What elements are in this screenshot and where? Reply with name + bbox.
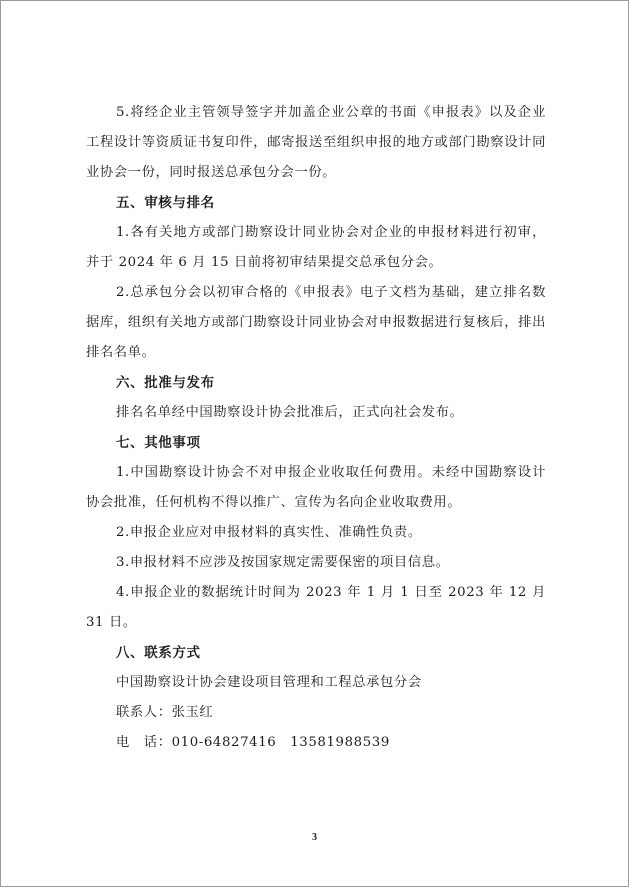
contact-phone: 电 话：010-64827416 13581988539 — [116, 735, 390, 750]
paragraph-item-5: 5.将经企业主管领导签字并加盖企业公章的书面《申报表》以及企业工程设计等资质证书复印件，邮寄报送至组织申报的地方或部门勘察设计同业协会一份，同时报送总承包分会一份。 — [86, 105, 546, 180]
page-number: 3 — [312, 832, 317, 843]
heading-approval-release: 六、批准与发布 — [116, 375, 215, 391]
paragraph-approval-1: 排名名单经中国勘察设计协会批准后，正式向社会发布。 — [116, 405, 464, 420]
contact-person: 联系人：张玉红 — [116, 705, 214, 720]
paragraph-review-2: 2.总承包分会以初审合格的《申报表》电子文档为基础，建立排名数据库，组织有关地方或部门勘察设计同业协会对申报数据进行复核后，排出排名名单。 — [86, 285, 546, 360]
heading-review-ranking: 五、审核与排名 — [116, 195, 215, 211]
paragraph-other-3: 3.申报材料不应涉及按国家规定需要保密的项目信息。 — [116, 555, 450, 570]
heading-other-matters: 七、其他事项 — [116, 435, 201, 451]
paragraph-other-1: 1.中国勘察设计协会不对申报企业收取任何费用。未经中国勘察设计协会批准，任何机构不得以推广、宣传为名向企业收取费用。 — [86, 465, 546, 510]
paragraph-review-1: 1.各有关地方或部门勘察设计同业协会对企业的申报材料进行初审，并于 2024 年 6 月 15 日前将初审结果提交总承包分会。 — [86, 225, 546, 270]
contact-organization: 中国勘察设计协会建设项目管理和工程总承包分会 — [116, 675, 422, 690]
document-body — [86, 98, 546, 758]
heading-contact: 八、联系方式 — [116, 645, 201, 661]
paragraph-other-4: 4.申报企业的数据统计时间为 2023 年 1 月 1 日至 2023 年 12 月 31 日。 — [86, 585, 546, 630]
paragraph-other-2: 2.申报企业应对申报材料的真实性、准确性负责。 — [116, 525, 422, 540]
